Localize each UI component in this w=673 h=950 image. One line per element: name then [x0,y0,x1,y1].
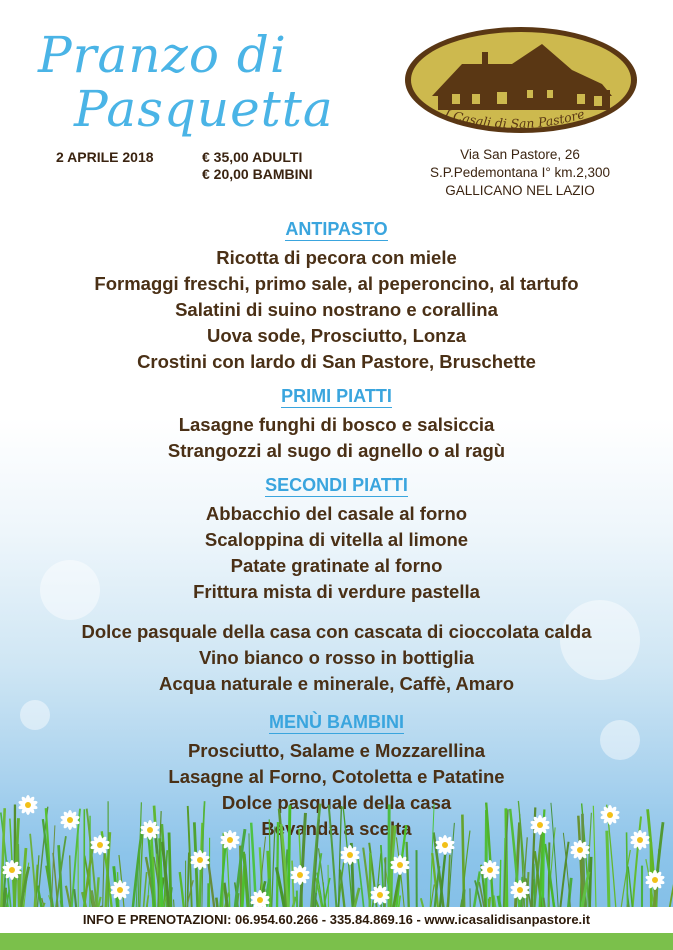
restaurant-logo [402,24,640,136]
menu-item: Prosciutto, Salame e Mozzarellina [187,740,486,761]
menu-item: Uova sode, Prosciutto, Lonza [206,325,467,346]
menu-item: Scaloppina di vitella al limone [204,529,469,550]
address-line: Via San Pastore, 26 [460,147,580,162]
event-date: 2 APRILE 2018 [56,149,154,165]
menu-item: Formaggi freschi, primo sale, al peperoncino, al tartufo [94,273,579,294]
logo-text: I Casali di San Pastore [443,105,587,132]
daisy-icon [18,795,38,815]
daisy-icon [530,815,550,835]
menu-item: Frittura mista di verdure pastella [193,581,480,602]
menu-item: Dolce pasquale della casa [221,792,452,813]
menu-item: Salatini di suino nostrano e corallina [175,299,498,320]
section-primi [0,385,673,464]
section-antipasto [0,218,673,375]
section-title: PRIMI PIATTI [281,386,392,406]
daisy-icon [110,880,130,900]
price-children: € 20,00 BAMBINI [202,166,313,182]
daisy-icon [340,845,360,865]
menu-item: Lasagne al Forno, Cotoletta e Patatine [168,766,505,787]
section-secondi [0,474,673,605]
menu-item: Vino bianco o rosso in bottiglia [198,647,475,668]
address [420,146,620,200]
page-title [38,28,334,136]
price-adults: € 35,00 ADULTI [202,149,303,165]
menu-item: Crostini con lardo di San Pastore, Bruschette [137,351,536,372]
section-extras [0,619,673,697]
footer-contact: INFO E PRENOTAZIONI: 06.954.60.266 - 335.84.869.16 - www.icasalidisanpastore.it [0,907,673,933]
menu-item: Strangozzi al sugo di agnello o al ragù [167,440,506,461]
daisy-icon [630,830,650,850]
price-list [202,149,312,183]
title-line-2: Pasquetta [74,80,334,138]
address-line: GALLICANO NEL LAZIO [445,183,595,198]
menu [0,218,673,842]
menu-item: Dolce pasquale della casa con cascata di cioccolata calda [81,621,592,642]
menu-item: Lasagne funghi di bosco e salsiccia [178,414,495,435]
menu-item: Ricotta di pecora con miele [216,247,457,268]
section-title: SECONDI PIATTI [265,475,408,495]
menu-item: Acqua naturale e minerale, Caffè, Amaro [158,673,515,694]
title-line-1: Pranzo di [38,26,287,84]
grass-band [0,933,673,950]
daisy-icon [570,840,590,860]
daisy-icon [600,805,620,825]
section-title: ANTIPASTO [285,219,388,239]
menu-item: Patate gratinate al forno [230,555,443,576]
section-title: MENÙ BAMBINI [269,712,404,732]
menu-item: Bevanda a scelta [261,818,412,839]
daisy-icon [60,810,80,830]
menu-item: Abbacchio del casale al forno [205,503,468,524]
address-line: S.P.Pedemontana I° km.2,300 [429,165,610,180]
